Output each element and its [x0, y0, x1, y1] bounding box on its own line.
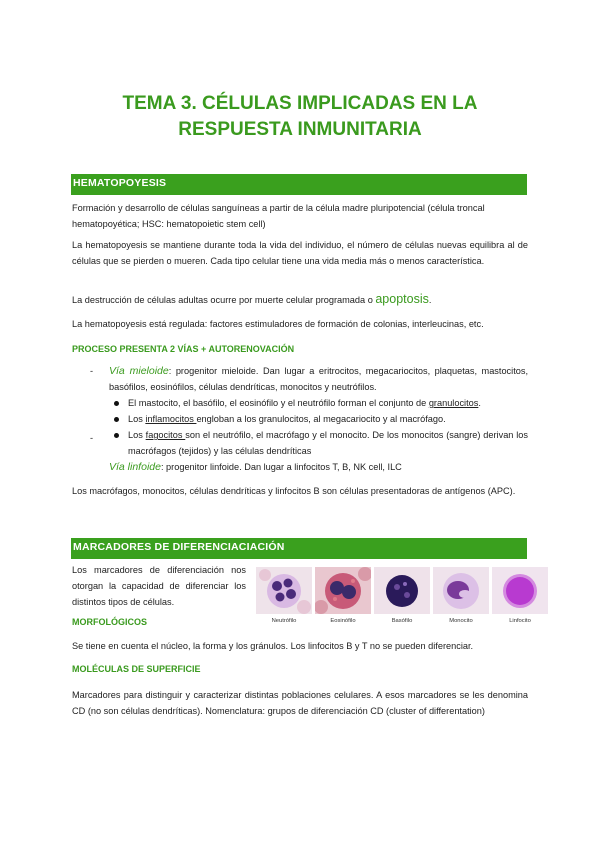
- list-dash: -: [90, 433, 94, 443]
- bullet-text-end: engloban a los granulocitos, al megacariocito y al macrófago.: [196, 414, 446, 424]
- page-title-line1: TEMA 3. CÉLULAS IMPLICADAS EN LA: [122, 93, 478, 114]
- inflamocitos-term: inflamocitos: [145, 414, 197, 424]
- cell-label: Linfocito: [509, 618, 531, 624]
- section-heading-hematopoyesis: [71, 174, 527, 195]
- list-dash: -: [90, 366, 94, 376]
- cell-label: Eosinófilo: [330, 618, 356, 624]
- bullet-granulocitos: [128, 395, 528, 411]
- list-item-mieloide: [109, 363, 528, 395]
- subheading-morfologicos: MORFOLÓGICOS: [72, 617, 147, 627]
- basophil-image: [374, 567, 430, 614]
- bullet-inflamocitos: [128, 411, 528, 427]
- subheading-two-ways: PROCESO PRESENTA 2 VÍAS + AUTORENOVACIÓN: [72, 344, 295, 354]
- bullet-text-end: son el neutrófilo, el macrófago y el monocito. De los monocitos (sangre) derivan los macrófagos (tejidos) y las células dendríticas: [128, 430, 528, 456]
- bullet-text: El mastocito, el basófilo, el eosinófilo y el neutrófilo forman el conjunto de: [128, 398, 429, 408]
- neutrophil-image: [256, 567, 312, 614]
- apoptosis-term: apoptosis: [375, 292, 429, 306]
- apoptosis-text-end: .: [428, 295, 432, 305]
- section-heading-text: MARCADORES DE DIFERENCIACIACIÓN: [73, 541, 285, 553]
- fagocitos-term: fagocitos: [145, 430, 186, 440]
- paragraph-lifespan: La hematopoyesis se mantiene durante toda la vida del individuo, el número de células nuevas equilibra al de células que se pierden o mueren. Cada tipo celular tiene una vida media más o menos característica.: [72, 240, 528, 266]
- section-heading-marcadores: [71, 538, 527, 559]
- apoptosis-text-start: La destrucción de células adultas ocurre por muerte celular programada o: [72, 295, 376, 305]
- cell-label: Monocito: [449, 618, 473, 624]
- linfoide-text: : progenitor linfoide. Dan lugar a linfocitos T, B, NK cell, ILC: [160, 462, 402, 472]
- lymphocyte-image: [492, 567, 548, 614]
- bullet-text: Los: [128, 414, 146, 424]
- granulocitos-term: granulocitos: [428, 398, 479, 408]
- cell-label: Neutrófilo: [271, 618, 297, 624]
- paragraph-markers-intro: Los marcadores de diferenciación nos otorgan la capacidad de diferenciar los distintos tipos de células.: [72, 565, 246, 607]
- bullet-text-end: .: [478, 398, 481, 408]
- eosinophil-image: [315, 567, 371, 614]
- paragraph-definition-line2: hematopoyética; HSC: hematopoietic stem cell): [72, 219, 266, 229]
- bullet-text: Los: [128, 430, 146, 440]
- bullet-fagocitos: [128, 427, 528, 459]
- paragraph-apc: Los macrófagos, monocitos, células dendríticas y linfocitos B son células presentadoras de antígenos (APC).: [72, 486, 516, 496]
- mieloide-term: Vía mieloide: [109, 365, 169, 377]
- cell-label: Basófilo: [391, 618, 413, 624]
- paragraph-morphology: Se tiene en cuenta el núcleo, la forma y los gránulos. Los linfocitos B y T no se pueden diferenciar.: [72, 641, 474, 651]
- paragraph-surface-molecules: Marcadores para distinguir y caracterizar distintas poblaciones celulares. A esos marcadores se les denomina CD (no son células dendríticas). Nomenclatura: grupos de diferenciación CD (cluster of differentation): [72, 690, 528, 716]
- monocyte-image: [433, 567, 489, 614]
- bullet-icon: [114, 401, 119, 406]
- blood-cells-figure: [256, 567, 548, 635]
- paragraph-definition-line1: Formación y desarrollo de células sanguíneas a partir de la célula madre pluripotencial (célula troncal: [72, 203, 485, 213]
- linfoide-term: Vía linfoide: [109, 461, 161, 473]
- bullet-icon: [114, 417, 119, 422]
- paragraph-regulation: La hematopoyesis está regulada: factores estimuladores de formación de colonias, interleucinas, etc.: [72, 319, 484, 329]
- paragraph-apoptosis: [72, 291, 528, 308]
- page-title-line2: RESPUESTA INMUNITARIA: [178, 119, 422, 140]
- section-heading-text: HEMATOPOYESIS: [73, 177, 167, 189]
- list-item-linfoide: [109, 459, 528, 475]
- subheading-moleculas: MOLÉCULAS DE SUPERFICIE: [72, 664, 201, 674]
- mieloide-text: : progenitor mieloide. Dan lugar a eritrocitos, megacariocitos, plaquetas, mastocitos, basófilos, eosinófilos, células dendríticas, monocitos y neutrófilos.: [109, 366, 529, 392]
- bullet-icon: [114, 433, 119, 438]
